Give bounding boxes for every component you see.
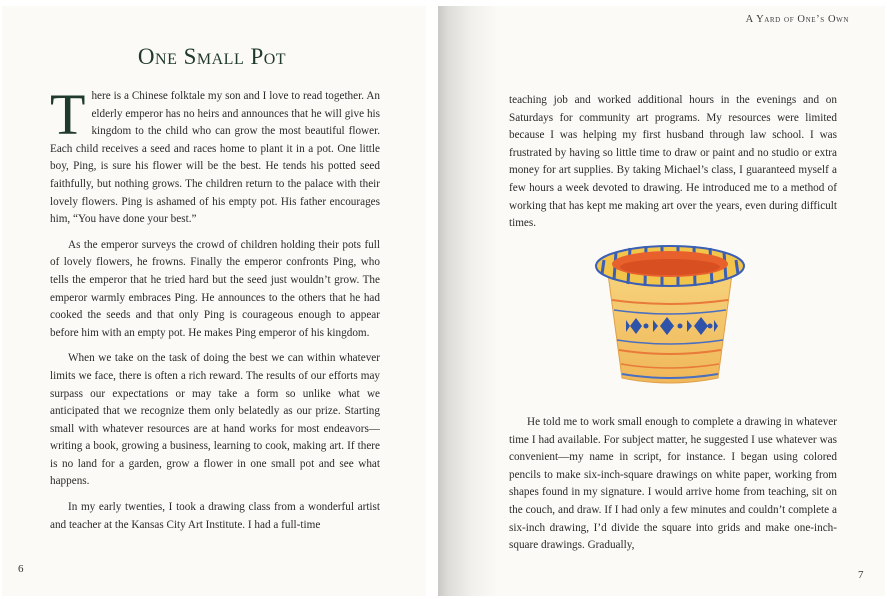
chapter-title: One Small Pot	[137, 44, 287, 69]
paragraph-4: In my early twenties, I took a drawing class from a wonderful artist and teacher at the Kansas City Art Institute. I had a full-time	[50, 501, 380, 531]
flower-pot-illustration	[590, 240, 750, 390]
right-body-text-top	[509, 92, 837, 233]
paragraph-continued: teaching job and worked additional hours in the evenings and on Saturdays for community art programs. My resources were limited because I was helping my first husband through law school. I was frustrated by having so little time to draw or paint and no studio or extra money for art supplies. By taking Michael’s class, I guaranteed myself a few hours a week devoted to drawing. He introduced me to a method of working that has kept me making art over the years, even during difficult times.	[509, 94, 837, 230]
right-body-text-bottom	[509, 414, 837, 555]
paragraph-3: When we take on the task of doing the best we can within whatever limits we face, there is often a rich reward. The results of our efforts may surpass our expectations or may take a form so unlike what we anticipated that we recognize them only belatedly as our prize. Starting small with whatever resources are at hand works for most endeavors—writing a book, growing a business, learning to cook, making art. If there is no land for a garden, grow a flower in one small pot and see what happens.	[50, 352, 380, 488]
running-head: A Yard of One’s Own	[745, 14, 849, 25]
paragraph-2: As the emperor surveys the crowd of children holding their pots full of lovely flowers, he frowns. Finally the emperor confronts Ping, who tells the emperor that he tried hard but the seed just wouldn’t grow. The emperor warmly embraces Ping. He announces to the others that he had cooked the seeds and that only Ping is courageous enough to appear before him with an empty pot. He makes Ping emperor of his kingdom.	[50, 238, 380, 339]
paragraph-after-illustration: He told me to work small enough to complete a drawing in whatever time I had available. For subject matter, he suggested I use whatever was convenient—my name in script, for instance. I began using colored pencils to make six-inch-square drawings on white paper, working from shapes found in my signature. I would arrive home from teaching, sit on the couch, and draw. If I had only a few minutes and couldn’t complete a six-inch drawing, I’d divide the square into grids and make one-inch-square drawings. Gradually,	[509, 416, 837, 552]
page-number-right: 7	[858, 569, 864, 581]
paragraph-1	[50, 82, 380, 229]
page-number-left: 6	[18, 563, 24, 575]
gutter	[426, 0, 438, 599]
left-body-text	[50, 82, 380, 542]
paragraph-1-text: here is a Chinese folktale my son and I love to read together. An elderly emperor has no heirs and announces that he will give his kingdom to the child who can grow the most beautiful flower. Each child receives a seed and races home to plant it in a pot. One little boy, Ping, is sure his flower will be the best. He tends his potted seed faithfully, but nothing grows. The children return to the palace with their lovely flowers. Ping is ashamed of his empty pot. His father encourages him, “You have done your best.”	[50, 90, 380, 226]
drop-cap: T	[50, 82, 86, 147]
